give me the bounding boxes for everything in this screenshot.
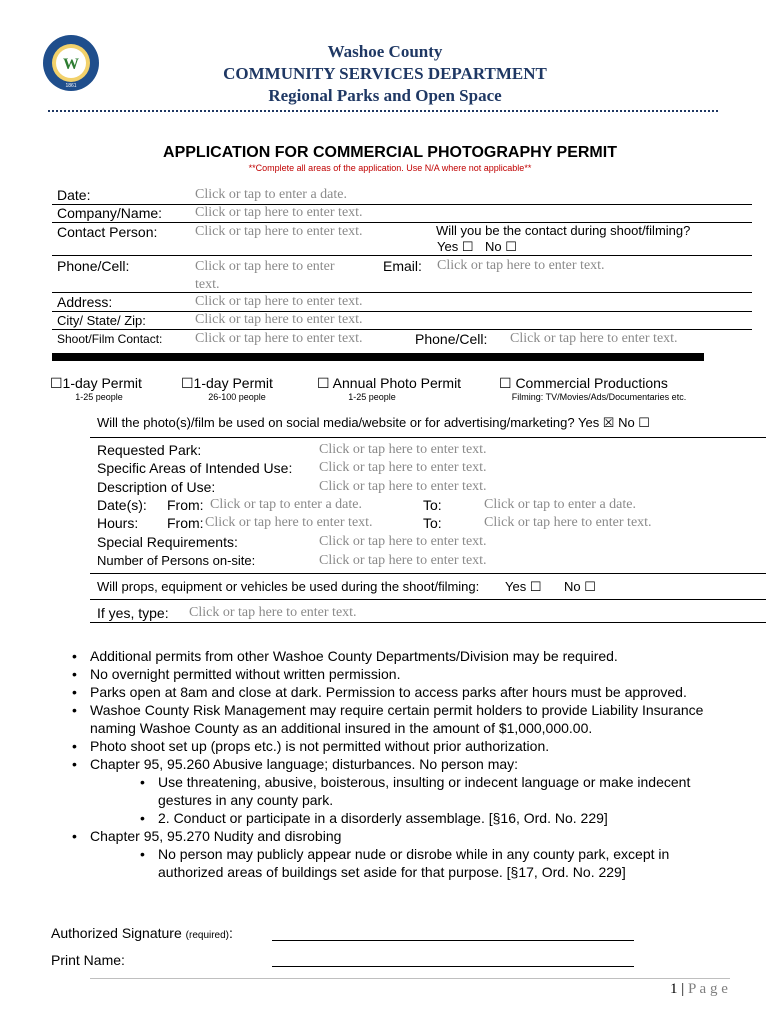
list-item: • Washoe County Risk Management may require certain permit holders to provide Liability Insurance naming Washoe County as an additional insured in the amount of $1,000,000.00. — [90, 701, 730, 737]
list-item: • Chapter 95, 95.270 Nudity and disrobing — [90, 827, 730, 845]
phone-input[interactable]: Click or tap here to enter text. — [195, 259, 335, 292]
props-no-checkbox[interactable]: No ☐ — [564, 579, 596, 594]
dates-from-input[interactable]: Click or tap to enter a date. — [210, 497, 362, 512]
props-type-input[interactable]: Click or tap here to enter text. — [189, 605, 357, 620]
header-county: Washoe County — [327, 42, 443, 61]
page-title: APPLICATION FOR COMMERCIAL PHOTOGRAPHY PERMIT — [163, 144, 617, 161]
contact-yes-checkbox[interactable]: Yes ☐ — [437, 239, 474, 254]
shoot-phone-input[interactable]: Click or tap here to enter text. — [510, 331, 678, 346]
section-divider-bar — [52, 353, 704, 361]
list-item: • No overnight permitted without written permission. — [90, 665, 730, 683]
hours-from-label: From: — [167, 515, 204, 531]
svg-text:1861: 1861 — [65, 83, 77, 89]
dates-to-input[interactable]: Click or tap to enter a date. — [484, 497, 636, 512]
contact-question: Will you be the contact during shoot/filming? — [436, 223, 691, 238]
email-input[interactable]: Click or tap here to enter text. — [437, 258, 605, 273]
props-question: Will props, equipment or vehicles be used during the shoot/filming: — [97, 579, 480, 594]
rules-list — [90, 647, 730, 881]
hours-to-input[interactable]: Click or tap here to enter text. — [484, 515, 652, 530]
social-media-question[interactable]: Will the photo(s)/film be used on social media/website or for advertising/marketing? Yes ☒ No ☐ — [97, 415, 650, 430]
park-input[interactable]: Click or tap here to enter text. — [319, 442, 487, 457]
shoot-contact-input[interactable]: Click or tap here to enter text. — [195, 331, 363, 346]
props-type-label: If yes, type: — [97, 605, 169, 621]
list-item: • Photo shoot set up (props etc.) is not permitted without prior authorization. — [90, 737, 730, 755]
header-division: Regional Parks and Open Space — [268, 86, 502, 105]
email-label: Email: — [383, 258, 422, 274]
page-number: 1 | P a g e — [670, 981, 728, 997]
description-input[interactable]: Click or tap here to enter text. — [319, 479, 487, 494]
list-item: • Parks open at 8am and close at dark. Permission to access parks after hours must be approved. — [90, 683, 730, 701]
list-item: • 2. Conduct or participate in a disorderly assemblage. [§16, Ord. No. 229] — [158, 809, 718, 827]
persons-input[interactable]: Click or tap here to enter text. — [319, 553, 487, 568]
contact-no-checkbox[interactable]: No ☐ — [485, 239, 517, 254]
signature-label: Authorized Signature (required): — [51, 925, 233, 941]
list-item: • Additional permits from other Washoe County Departments/Division may be required. — [90, 647, 730, 665]
permit-annual-photo[interactable]: ☐ Annual Photo Permit 1-25 people — [317, 375, 462, 402]
header-department: COMMUNITY SERVICES DEPARTMENT — [223, 64, 547, 83]
list-item: • No person may publicly appear nude or disrobe while in any county park, except in authorized areas of buildings set aside for that purpose. [§17, Ord. No. 229] — [158, 845, 718, 881]
company-input[interactable]: Click or tap here to enter text. — [195, 205, 363, 220]
list-item: • Use threatening, abusive, boisterous, insulting or indecent language or make indecent gestures in any county park. — [158, 773, 718, 809]
persons-label: Number of Persons on-site: — [97, 553, 256, 568]
header-divider — [48, 110, 718, 112]
shoot-contact-label: Shoot/Film Contact: — [57, 332, 163, 346]
hours-label: Hours: — [97, 515, 139, 531]
list-item: • Chapter 95, 95.260 Abusive language; disturbances. No person may: — [90, 755, 730, 773]
city-label: City/ State/ Zip: — [57, 313, 146, 328]
park-label: Requested Park: — [97, 442, 202, 458]
date-input[interactable]: Click or tap to enter a date. — [195, 187, 347, 202]
phone-label: Phone/Cell: — [57, 258, 130, 274]
instructions-note: **Complete all areas of the application. Use N/A where not applicable** — [248, 163, 532, 173]
dates-label: Date(s): — [97, 497, 147, 513]
hours-to-label: To: — [423, 515, 442, 531]
address-input[interactable]: Click or tap here to enter text. — [195, 294, 363, 309]
areas-input[interactable]: Click or tap here to enter text. — [319, 460, 487, 475]
special-requirements-label: Special Requirements: — [97, 534, 238, 550]
permit-1day-small[interactable]: ☐1-day Permit 1-25 people — [50, 375, 142, 402]
print-name-line[interactable] — [272, 966, 634, 967]
areas-label: Specific Areas of Intended Use: — [97, 460, 293, 476]
address-label: Address: — [57, 294, 113, 310]
props-yes-checkbox[interactable]: Yes ☐ — [505, 579, 542, 594]
city-input[interactable]: Click or tap here to enter text. — [195, 312, 363, 327]
special-requirements-input[interactable]: Click or tap here to enter text. — [319, 534, 487, 549]
date-label: Date: — [57, 187, 91, 203]
permit-1day-large[interactable]: ☐1-day Permit 26-100 people — [181, 375, 273, 402]
contact-person-input[interactable]: Click or tap here to enter text. — [195, 224, 363, 239]
permit-commercial-productions[interactable]: ☐ Commercial Productions Filming: TV/Movies/Ads/Documentaries etc. — [499, 375, 687, 402]
shoot-phone-label: Phone/Cell: — [415, 331, 488, 347]
signature-line[interactable] — [272, 940, 634, 941]
company-label: Company/Name: — [57, 205, 163, 221]
contact-person-label: Contact Person: — [57, 224, 158, 240]
dates-from-label: From: — [167, 497, 204, 513]
print-name-label: Print Name: — [51, 952, 125, 968]
description-label: Description of Use: — [97, 479, 216, 495]
svg-text:W: W — [63, 56, 79, 73]
dates-to-label: To: — [423, 497, 442, 513]
hours-from-input[interactable]: Click or tap here to enter text. — [205, 515, 373, 530]
